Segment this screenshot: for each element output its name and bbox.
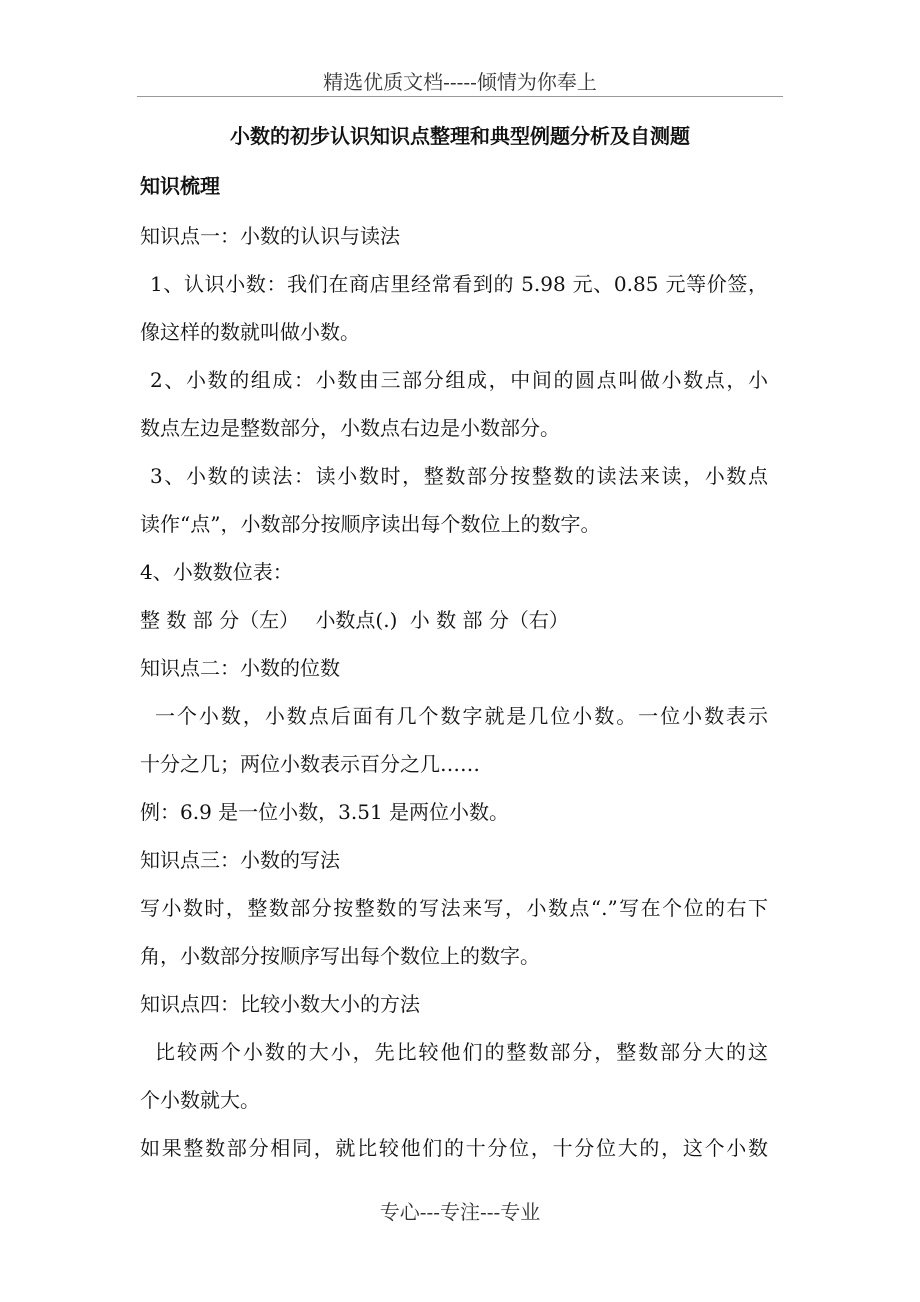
paragraph-line: 1、认识小数：我们在商店里经常看到的 5.98 元、0.85 元等价签， — [150, 272, 768, 296]
paragraph-line: 角，小数部分按顺序写出每个数位上的数字。 — [140, 944, 540, 968]
section-heading: 知识梳理 — [140, 174, 220, 198]
knowledge-point-2-heading: 知识点二：小数的位数 — [140, 656, 340, 680]
paragraph-line: 3、小数的读法：读小数时，整数部分按整数的读法来读，小数点 — [150, 464, 768, 488]
paragraph-line: 个小数就大。 — [140, 1088, 260, 1112]
page-header — [137, 62, 783, 97]
knowledge-point-3-heading: 知识点三：小数的写法 — [140, 848, 340, 872]
page-footer: 专心---专注---专业 — [379, 1200, 541, 1224]
place-value-table-row — [140, 604, 569, 633]
integer-part-label: 整 数 部 分（左） — [140, 608, 300, 632]
paragraph-line: 4、小数数位表： — [140, 560, 293, 584]
page-header-text: 精选优质文档-----倾情为你奉上 — [323, 70, 597, 94]
paragraph-line: 一个小数，小数点后面有几个数字就是几位小数。一位小数表示 — [155, 704, 768, 728]
paragraph-line: 读作“点”，小数部分按顺序读出每个数位上的数字。 — [140, 512, 601, 536]
decimal-part-label: 小 数 部 分（右） — [409, 608, 569, 632]
paragraph-line: 像这样的数就叫做小数。 — [140, 320, 360, 344]
paragraph-line: 写小数时，整数部分按整数的写法来写，小数点“.”写在个位的右下 — [140, 896, 768, 920]
paragraph-line: 2、小数的组成：小数由三部分组成，中间的圆点叫做小数点，小 — [150, 368, 768, 392]
document-title: 小数的初步认识知识点整理和典型例题分析及自测题 — [230, 124, 690, 148]
paragraph-line: 比较两个小数的大小，先比较他们的整数部分，整数部分大的这 — [155, 1040, 768, 1064]
paragraph-line: 如果整数部分相同，就比较他们的十分位，十分位大的，这个小数 — [140, 1136, 768, 1160]
knowledge-point-1-heading: 知识点一：小数的认识与读法 — [140, 224, 400, 248]
knowledge-point-4-heading: 知识点四：比较小数大小的方法 — [140, 992, 420, 1016]
paragraph-line: 十分之几；两位小数表示百分之几…… — [140, 752, 480, 776]
example-line: 例：6.9 是一位小数，3.51 是两位小数。 — [140, 800, 510, 824]
paragraph-line: 数点左边是整数部分，小数点右边是小数部分。 — [140, 416, 560, 440]
decimal-point-label: 小数点(.) — [315, 608, 398, 632]
